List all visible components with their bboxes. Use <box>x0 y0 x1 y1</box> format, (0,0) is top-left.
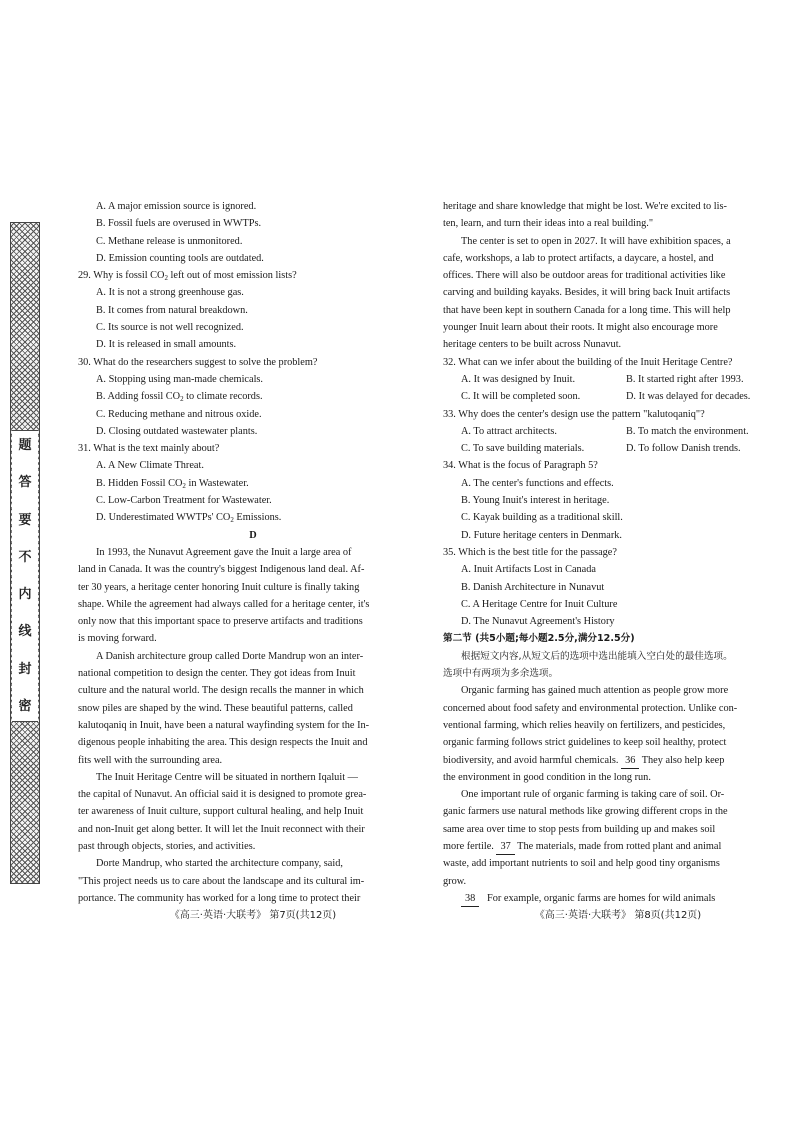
margin-char: 封 <box>18 661 32 677</box>
q29-option-b: B. It comes from natural breakdown. <box>96 304 248 316</box>
passage-line: kalutoqaniq in Inuit, have been a natural wayfinding system for the In- <box>78 719 370 731</box>
section2-instruction: 选项中有两项为多余选项。 <box>443 668 559 680</box>
cloze-line: same area over time to stop pests from building up and makes soil <box>443 823 716 835</box>
passage-line: snow piles are shaped by the wind. These beautiful patterns, called <box>78 702 353 714</box>
passage-line: The Inuit Heritage Centre will be situated in northern Iqaluit — <box>96 771 358 783</box>
q33-stem: 33. Why does the center's design use the pattern "kalutoqaniq"? <box>443 408 705 420</box>
passage-line: digenous people inhabiting the area. This design respects the Inuit and <box>78 737 368 749</box>
passage-line: Dorte Mandrup, who started the architecture company, said, <box>96 858 343 870</box>
q31-option-b: B. Hidden Fossil $CO_2$ in Wastewater. <box>96 477 249 490</box>
passage-line: The center is set to open in 2027. It will have exhibition spaces, a <box>461 235 731 247</box>
q31-option-d: D. Underestimated WWTPs' $CO_2$ Emissions. <box>96 512 282 525</box>
q34-option-c: C. Kayak building as a traditional skill. <box>461 512 623 524</box>
passage-line: is moving forward. <box>78 633 157 645</box>
q35-option-d: D. The Nunavut Agreement's History <box>461 616 615 628</box>
q28-option-d: D. Emission counting tools are outdated. <box>96 252 264 264</box>
q32-options-ab: A. It was designed by Inuit. B. It started right after 1993. <box>461 373 744 385</box>
blank-37: 37 <box>496 840 514 855</box>
cloze-line: grow. <box>443 875 467 887</box>
q28-option-a: A. A major emission source is ignored. <box>96 201 257 212</box>
cloze-line: concerned about food safety and environmental protection. Unlike con- <box>443 702 738 714</box>
page-footer-right: 《高三·英语·大联考》 第8页(共12页) <box>534 910 702 922</box>
cloze-line: more fertile. 37 The materials, made from rotted plant and animal <box>443 838 793 855</box>
margin-char: 答 <box>18 475 32 491</box>
q35-option-b: B. Danish Architecture in Nunavut <box>461 581 605 593</box>
cloze-line: One important rule of organic farming is taking care of soil. Or- <box>461 789 725 801</box>
passage-line: only now that this important space to preserve artifacts and traditions <box>78 616 363 628</box>
q34-option-d: D. Future heritage centers in Denmark. <box>461 529 622 541</box>
passage-line: In 1993, the Nunavut Agreement gave the Inuit a large area of <box>96 546 352 558</box>
cloze-line: waste, add important nutrients to soil and help good tiny organisms <box>443 858 720 870</box>
q33-options-cd: C. To save building materials. D. To follow Danish trends. <box>461 443 741 455</box>
q29-option-d: D. It is released in small amounts. <box>96 339 237 351</box>
passage-line: offices. There will also be outdoor areas for traditional activities like <box>443 270 726 282</box>
blank-36: 36 <box>621 754 639 769</box>
passage-line: ter 30 years, a heritage center honoring Inuit culture is finally taking <box>78 581 360 593</box>
passage-line: heritage and share knowledge that might be lost. We're excited to lis- <box>443 201 727 212</box>
q28-option-b: B. Fossil fuels are overused in WWTPs. <box>96 218 262 230</box>
q28-option-c: C. Methane release is unmonitored. <box>96 235 243 247</box>
left-page-column <box>78 198 428 924</box>
q31-stem: 31. What is the text mainly about? <box>78 443 220 455</box>
margin-char: 密 <box>18 698 32 714</box>
q29-option-c: C. Its source is not well recognized. <box>96 322 244 334</box>
passage-line: A Danish architecture group called Dorte Mandrup won an inter- <box>96 650 364 662</box>
blank-38: 38 <box>461 892 479 907</box>
margin-char: 内 <box>18 587 32 603</box>
q35-stem: 35. Which is the best title for the passage? <box>443 546 617 558</box>
q34-option-b: B. Young Inuit's interest in heritage. <box>461 495 610 507</box>
q30-stem: 30. What do the researchers suggest to solve the problem? <box>78 356 318 368</box>
q29-stem: 29. Why is fossil $CO_2$ left out of most emission lists? <box>78 270 297 283</box>
q34-stem: 34. What is the focus of Paragraph 5? <box>443 460 598 472</box>
margin-char: 要 <box>18 512 32 528</box>
q29-option-a: A. It is not a strong greenhouse gas. <box>96 287 244 299</box>
q32-options-cd: C. It will be completed soon. D. It was delayed for decades. <box>461 391 751 403</box>
cloze-line: biodiversity, and avoid harmful chemicals. 36 They also help keep <box>443 752 793 769</box>
passage-line: younger Inuit learn about their roots. It might also encourage more <box>443 322 718 334</box>
passage-line: carving and building kayaks. Besides, it will bring back Inuit artifacts <box>443 287 731 299</box>
right-page-column <box>443 198 793 924</box>
section2-instruction: 根据短文内容,从短文后的选项中选出能填入空白处的最佳选项。 <box>461 650 733 662</box>
passage-line: portance. The community has worked for a long time to protect their <box>78 892 361 904</box>
passage-line: ter awareness of Inuit culture, support cultural healing, and help Inuit <box>78 806 364 818</box>
passage-line: ten, learn, and turn their ideas into a real building." <box>443 218 654 230</box>
passage-line: "This project needs us to care about the landscape and its cultural im- <box>78 875 365 887</box>
cloze-line: Organic farming has gained much attention as people grow more <box>461 685 729 697</box>
passage-line: heritage centers to be built across Nunavut. <box>443 339 622 351</box>
margin-char: 线 <box>18 624 32 640</box>
q30-option-c: C. Reducing methane and nitrous oxide. <box>96 408 262 420</box>
passage-line: cafe, workshops, a lab to protect artifacts, a daycare, a hostel, and <box>443 252 714 264</box>
q31-option-a: A. A New Climate Threat. <box>96 460 204 472</box>
passage-line: and non-Inuit get along better. It will let the Inuit reconnect with their <box>78 823 365 835</box>
cloze-line: ganic farmers use natural methods like growing different crops in the <box>443 806 728 818</box>
passage-line: that have been kept in southern Canada for a long time. This will help <box>443 304 731 316</box>
page-footer-left: 《高三·英语·大联考》 第7页(共12页) <box>169 910 337 922</box>
q35-option-c: C. A Heritage Centre for Inuit Culture <box>461 598 618 610</box>
passage-line: the capital of Nunavut. An official said it is designed to promote grea- <box>78 789 367 801</box>
passage-line: national competition to design the center. They got ideas from Inuit <box>78 668 356 680</box>
q30-option-b: B. Adding fossil $CO_2$ to climate records. <box>96 391 263 404</box>
q35-option-a: A. Inuit Artifacts Lost in Canada <box>461 564 596 576</box>
passage-line: shape. While the agreement had always called for a heritage center, it's <box>78 598 370 610</box>
cloze-line: the environment in good condition in the long run. <box>443 771 651 783</box>
passage-line: fits well with the surrounding area. <box>78 754 223 766</box>
passage-line: past through objects, stories, and activities. <box>78 840 256 852</box>
passage-d-label: D <box>249 529 257 541</box>
cloze-line: organic farming follows strict guidelines to keep soil healthy, protect <box>443 737 727 749</box>
cloze-line: 38 For example, organic farms are homes for wild animals <box>443 890 793 907</box>
q30-option-a: A. Stopping using man-made chemicals. <box>96 373 264 385</box>
cloze-line: ventional farming, which relies heavily on fertilizers, and pesticides, <box>443 719 726 731</box>
passage-line: land in Canada. It was the country's biggest Indigenous land deal. Af- <box>78 564 365 576</box>
q32-stem: 32. What can we infer about the building of the Inuit Heritage Centre? <box>443 356 733 368</box>
q34-option-a: A. The center's functions and effects. <box>461 477 614 489</box>
margin-char: 题 <box>18 438 32 453</box>
margin-char: 不 <box>18 549 32 565</box>
margin-warning-label <box>12 430 38 722</box>
q31-option-c: C. Low-Carbon Treatment for Wastewater. <box>96 495 272 507</box>
passage-line: culture and the natural world. The design recalls the manner in which <box>78 685 364 697</box>
q30-option-d: D. Closing outdated wastewater plants. <box>96 425 258 437</box>
section2-title: 第二节 (共5小题;每小题2.5分,满分12.5分) <box>443 633 635 645</box>
q33-options-ab: A. To attract architects. B. To match the environment. <box>461 425 749 437</box>
